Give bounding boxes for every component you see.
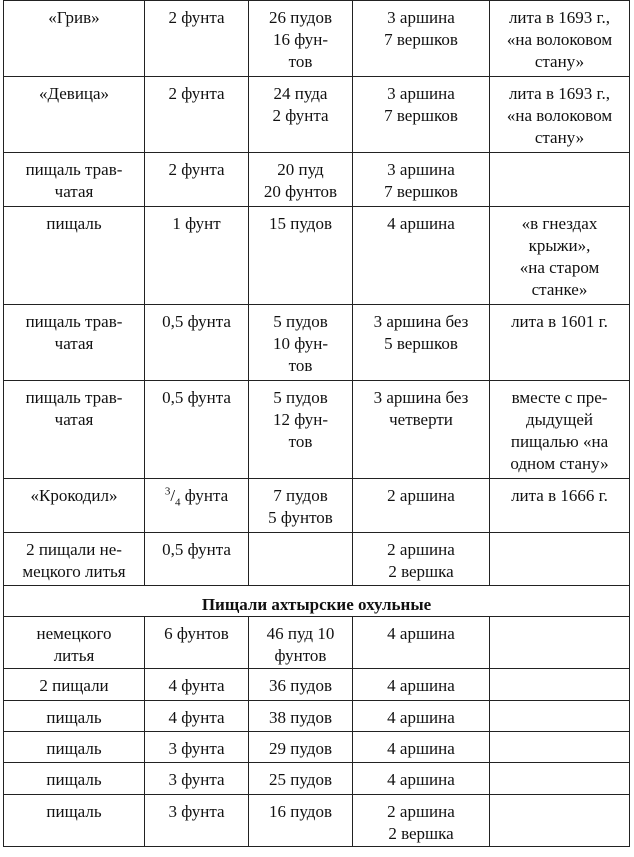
cell-note: [490, 207, 630, 305]
cell-text-line: 36 пудов: [269, 676, 332, 695]
cell-weight: [249, 732, 353, 763]
cell-text-line: немецкого: [36, 624, 112, 643]
cell-text-line: «Грив»: [48, 8, 100, 27]
cell-weight: [249, 701, 353, 732]
cell-note: [490, 763, 630, 795]
cell-caliber: [145, 617, 249, 669]
table-row: [4, 795, 630, 847]
cell-caliber: [145, 305, 249, 381]
cell-text-line: пищаль: [46, 739, 102, 758]
cell-text-line: тов: [288, 356, 313, 375]
cell-weight: [249, 77, 353, 153]
cell-text-line: 3 фунта: [168, 739, 225, 758]
cell-text-line: 4 фунта: [168, 676, 225, 695]
cell-text-line: фунтов: [274, 646, 327, 665]
cell-name: [4, 381, 145, 479]
cell-note: [490, 533, 630, 586]
fraction-denominator: 4: [175, 496, 181, 509]
cell-name: [4, 207, 145, 305]
cell-name: [4, 533, 145, 586]
cell-note: [490, 153, 630, 207]
cell-length: [353, 305, 490, 381]
cell-text-line: 2 фунта: [168, 8, 225, 27]
cell-text-line: 25 пудов: [269, 770, 332, 789]
cell-text-line: 4 аршина: [387, 770, 455, 789]
table-row: [4, 763, 630, 795]
cell-caliber: [145, 701, 249, 732]
cell-note: [490, 1, 630, 77]
cell-text-line: 0,5 фунта: [162, 540, 231, 559]
cell-text-line: вместе с пре-: [511, 388, 608, 407]
cell-text-line: лита в 1601 г.: [511, 312, 608, 331]
cell-text-line: чатая: [54, 410, 94, 429]
fraction-numerator: 3: [164, 485, 171, 498]
cell-text-line: лита в 1693 г.,: [508, 84, 611, 103]
cell-name: [4, 617, 145, 669]
cell-weight: [249, 1, 353, 77]
cell-text-line: 2 фунта: [168, 160, 225, 179]
cell-note: [490, 77, 630, 153]
cell-text-line: 3 аршина без: [373, 312, 469, 331]
table-row: [4, 701, 630, 732]
cell-text-line: 2 пищали: [39, 676, 109, 695]
cell-text-line: тов: [288, 432, 313, 451]
cell-length: [353, 77, 490, 153]
cell-length: [353, 1, 490, 77]
cell-length: [353, 795, 490, 847]
cell-text-line: «в гнездах: [521, 214, 598, 233]
cell-name: [4, 669, 145, 701]
cell-text-line: 5 фунтов: [268, 508, 333, 527]
cell-text-line: мецкого литья: [22, 562, 126, 581]
cell-note: [490, 617, 630, 669]
cell-text-line: 29 пудов: [269, 739, 332, 758]
cell-text-line: 5 вершков: [384, 334, 458, 353]
table-row: [4, 533, 630, 586]
cell-caliber: [145, 381, 249, 479]
cell-text-line: лита в 1666 г.: [511, 486, 608, 505]
cell-text-line: 3 аршина: [387, 84, 455, 103]
cell-weight: [249, 669, 353, 701]
cell-text-line: чатая: [54, 182, 94, 201]
cell-caliber: [145, 533, 249, 586]
table-row: [4, 381, 630, 479]
cell-text-line: «Крокодил»: [30, 486, 118, 505]
cell-note: [490, 669, 630, 701]
cell-note: [490, 381, 630, 479]
cell-name: [4, 1, 145, 77]
cell-name: [4, 795, 145, 847]
cell-text-line: 3 аршина: [387, 160, 455, 179]
cell-text-line: литья: [53, 646, 95, 665]
cell-text-line: пищаль: [46, 708, 102, 727]
cell-text-line: 4 фунта: [168, 708, 225, 727]
section-title: Пищали ахтырские охульные: [4, 586, 630, 617]
cell-text-line: 4 аршина: [387, 708, 455, 727]
cell-note: [490, 479, 630, 533]
cell-note: [490, 795, 630, 847]
cell-text-line: 7 вершков: [384, 30, 458, 49]
fraction-slash: /: [170, 486, 176, 505]
cell-caliber: [145, 763, 249, 795]
cell-name: [4, 77, 145, 153]
cell-caliber: [145, 669, 249, 701]
cell-text-line: пищаль трав-: [25, 312, 123, 331]
cell-caliber: [145, 1, 249, 77]
cell-text-line: пищаль трав-: [25, 160, 123, 179]
cell-name: [4, 305, 145, 381]
cell-note: [490, 732, 630, 763]
cell-text-line: станке»: [531, 280, 588, 299]
section-row: [4, 586, 630, 617]
cell-text-line: 5 пудов: [273, 312, 328, 331]
cell-caliber: [145, 732, 249, 763]
cell-text-line: стану»: [534, 128, 585, 147]
cell-caliber: [145, 77, 249, 153]
cell-text-line: 3 аршина: [387, 8, 455, 27]
cell-weight: [249, 153, 353, 207]
cell-weight: [249, 763, 353, 795]
cell-weight: [249, 381, 353, 479]
cell-text-line: 2 аршина: [387, 802, 455, 821]
cell-length: [353, 533, 490, 586]
cell-text-line: 38 пудов: [269, 708, 332, 727]
cell-text-line: «Девица»: [38, 84, 110, 103]
table-row: [4, 305, 630, 381]
cell-note: [490, 305, 630, 381]
table-row: [4, 77, 630, 153]
cell-length: [353, 763, 490, 795]
table-row: [4, 732, 630, 763]
cell-text-line: 2 пищали не-: [26, 540, 122, 559]
cell-name: [4, 763, 145, 795]
cell-text-line: 7 вершков: [384, 182, 458, 201]
cell-caliber: [145, 207, 249, 305]
cell-text-line: 5 пудов: [273, 388, 328, 407]
cell-text-line: пищалью «на: [510, 432, 609, 451]
cell-weight: [249, 305, 353, 381]
cell-text-line: 20 фунтов: [263, 182, 338, 201]
table-row: [4, 669, 630, 701]
cell-length: [353, 669, 490, 701]
cell-length: [353, 479, 490, 533]
cell-text-line: лита в 1693 г.,: [508, 8, 611, 27]
cell-text-line: крыжи»,: [528, 236, 591, 255]
cell-text-line: 16 фун-: [272, 30, 329, 49]
cell-weight: [249, 479, 353, 533]
cell-text-line: тов: [288, 52, 313, 71]
cell-text-line: 2 вершка: [388, 824, 454, 843]
cell-text-line: 6 фунтов: [164, 624, 229, 643]
cell-text-line: 20 пуд: [277, 160, 324, 179]
cell-text-line: пищаль: [46, 802, 102, 821]
cell-weight: [249, 617, 353, 669]
cell-name: [4, 153, 145, 207]
table-row: [4, 617, 630, 669]
cell-text-line: 16 пудов: [269, 802, 332, 821]
cell-caliber: [145, 153, 249, 207]
cell-text-line: 0,5 фунта: [162, 388, 231, 407]
cell-text-line: «на волоковом: [506, 30, 613, 49]
cell-length: [353, 701, 490, 732]
cell-length: [353, 381, 490, 479]
cell-text-line: 3 фунта: [168, 802, 225, 821]
cell-text-line: 2 фунта: [168, 84, 225, 103]
table-row: [4, 207, 630, 305]
cell-length: [353, 617, 490, 669]
fraction-value: [151, 485, 242, 507]
cell-text-line: пищаль: [46, 770, 102, 789]
cell-caliber: [145, 795, 249, 847]
cell-text-line: 12 фун-: [272, 410, 329, 429]
cell-text-line: 46 пуд 10: [266, 624, 335, 643]
table-row: [4, 479, 630, 533]
table-row: [4, 153, 630, 207]
cell-text-line: 26 пудов: [269, 8, 332, 27]
artillery-table: [3, 0, 630, 847]
cell-name: [4, 701, 145, 732]
cell-text-line: одном стану»: [510, 454, 609, 473]
cell-text-line: дыдущей: [526, 410, 593, 429]
cell-length: [353, 207, 490, 305]
cell-text-line: 2 вершка: [388, 562, 454, 581]
cell-length: [353, 153, 490, 207]
cell-name: [4, 732, 145, 763]
cell-text-line: 4 аршина: [387, 739, 455, 758]
cell-text-line: стану»: [534, 52, 585, 71]
cell-text-line: 0,5 фунта: [162, 312, 231, 331]
cell-length: [353, 732, 490, 763]
cell-weight: [249, 533, 353, 586]
cell-weight: [249, 795, 353, 847]
cell-text-line: 3 аршина без: [373, 388, 469, 407]
cell-text-line: 2 аршина: [387, 540, 455, 559]
cell-text-line: 3 фунта: [168, 770, 225, 789]
cell-text-line: чатая: [54, 334, 94, 353]
cell-caliber: [145, 479, 249, 533]
cell-text-line: 4 аршина: [387, 676, 455, 695]
cell-text-line: 2 фунта: [272, 106, 329, 125]
cell-text-line: 1 фунт: [172, 214, 221, 233]
table-body-bottom: [4, 617, 630, 847]
cell-text-line: пищаль трав-: [25, 388, 123, 407]
cell-text-line: 2 аршина: [387, 486, 455, 505]
cell-weight: [249, 207, 353, 305]
cell-text-line: 4 аршина: [387, 624, 455, 643]
table-row: [4, 1, 630, 77]
section-row-group: [4, 586, 630, 617]
cell-note: [490, 701, 630, 732]
cell-text-line: «на волоковом: [506, 106, 613, 125]
cell-text-line: четверти: [389, 410, 453, 429]
cell-text-line: 24 пуда: [273, 84, 328, 103]
table-body-top: [4, 1, 630, 586]
cell-text-line: 7 вершков: [384, 106, 458, 125]
cell-text-line: 15 пудов: [269, 214, 332, 233]
fraction-unit: фунта: [180, 486, 229, 505]
cell-text-line: «на старом: [519, 258, 600, 277]
cell-text-line: 4 аршина: [387, 214, 455, 233]
cell-text-line: 10 фун-: [272, 334, 329, 353]
cell-text-line: пищаль: [46, 214, 102, 233]
cell-name: [4, 479, 145, 533]
cell-text-line: 7 пудов: [273, 486, 328, 505]
